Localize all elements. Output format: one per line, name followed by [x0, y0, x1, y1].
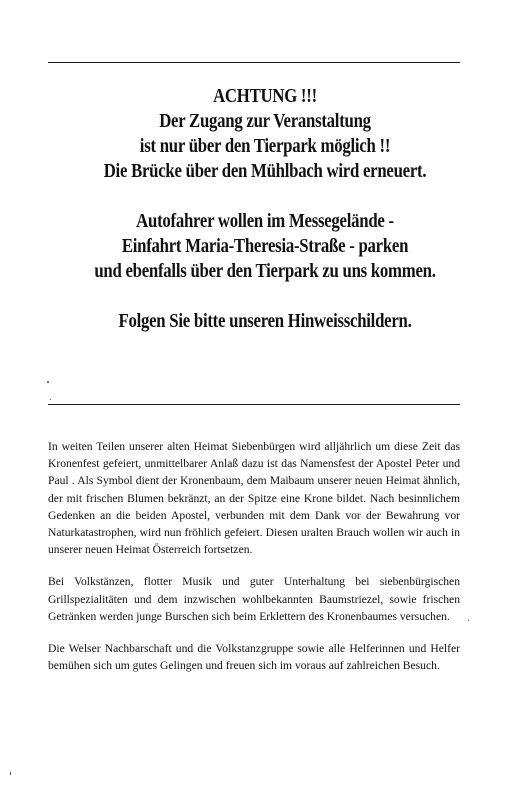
notice-block-signs [72, 309, 459, 334]
notice-line: Folgen Sie bitte unseren Hinweisschildern. [118, 311, 412, 332]
notice-line: Der Zugang zur Veranstaltung [159, 111, 371, 132]
notice-block-parking [72, 209, 459, 284]
notice-line: Einfahrt Maria-Theresia-Straße - parken [121, 236, 409, 257]
notice-heading: ACHTUNG !!! [213, 86, 317, 107]
notice-block-warning [72, 84, 459, 184]
access-notice [72, 84, 459, 334]
notice-line: Autofahrer wollen im Messegelände - [136, 211, 394, 232]
scan-speck [10, 772, 11, 775]
paragraph-invitation: Die Welser Nachbarschaft und die Volkstanzgruppe sowie alle Helferinnen und Helfer bemühen sich um gutes Gelingen und freuen sich im voraus auf zahlreichen Besuch. [48, 642, 460, 673]
event-description [48, 438, 460, 674]
scan-speck [47, 381, 49, 383]
scan-speck [468, 620, 469, 621]
notice-line: und ebenfalls über den Tierpark zu uns kommen. [94, 261, 436, 282]
notice-line: Die Brücke über den Mühlbach wird erneuert. [103, 161, 427, 182]
paragraph-kronenfest: In weiten Teilen unserer alten Heimat Siebenbürgen wird alljährlich um diese Zeit das Kronenfest gefeiert, unmittelbarer Anlaß dazu ist das Namensfest der Apostel Peter und Paul . Als Symbol dient der Kronenbaum, dem Maibaum unserer neuen Heimat ähnlich, der mit frischen Blumen bekränzt, an der Spitze eine Krone bildet. Nach besinnlichem Gedenken an die beiden Apostel, verbunden mit dem Dank vor der Bewahrung vor Naturkatastrophen, wird nun fröhlich gefeiert. Diesen uralten Brauch wollen wir auch in unserer neuen Heimat Österreich fortsetzen. [48, 440, 460, 557]
paragraph-festivities: Bei Volkstänzen, flotter Musik und guter Unterhaltung bei siebenbürgischen Grillspezialitäten und dem inzwischen wohlbekannten Baumstriezel, sowie frischen Getränken werden junge Burschen sich beim Erklettern des Kronenbaumes versuchen. [48, 575, 460, 623]
notice-line: ist nur über den Tierpark möglich !! [139, 136, 391, 157]
bottom-divider [48, 404, 460, 405]
top-divider [48, 62, 460, 63]
scan-speck [50, 399, 51, 400]
